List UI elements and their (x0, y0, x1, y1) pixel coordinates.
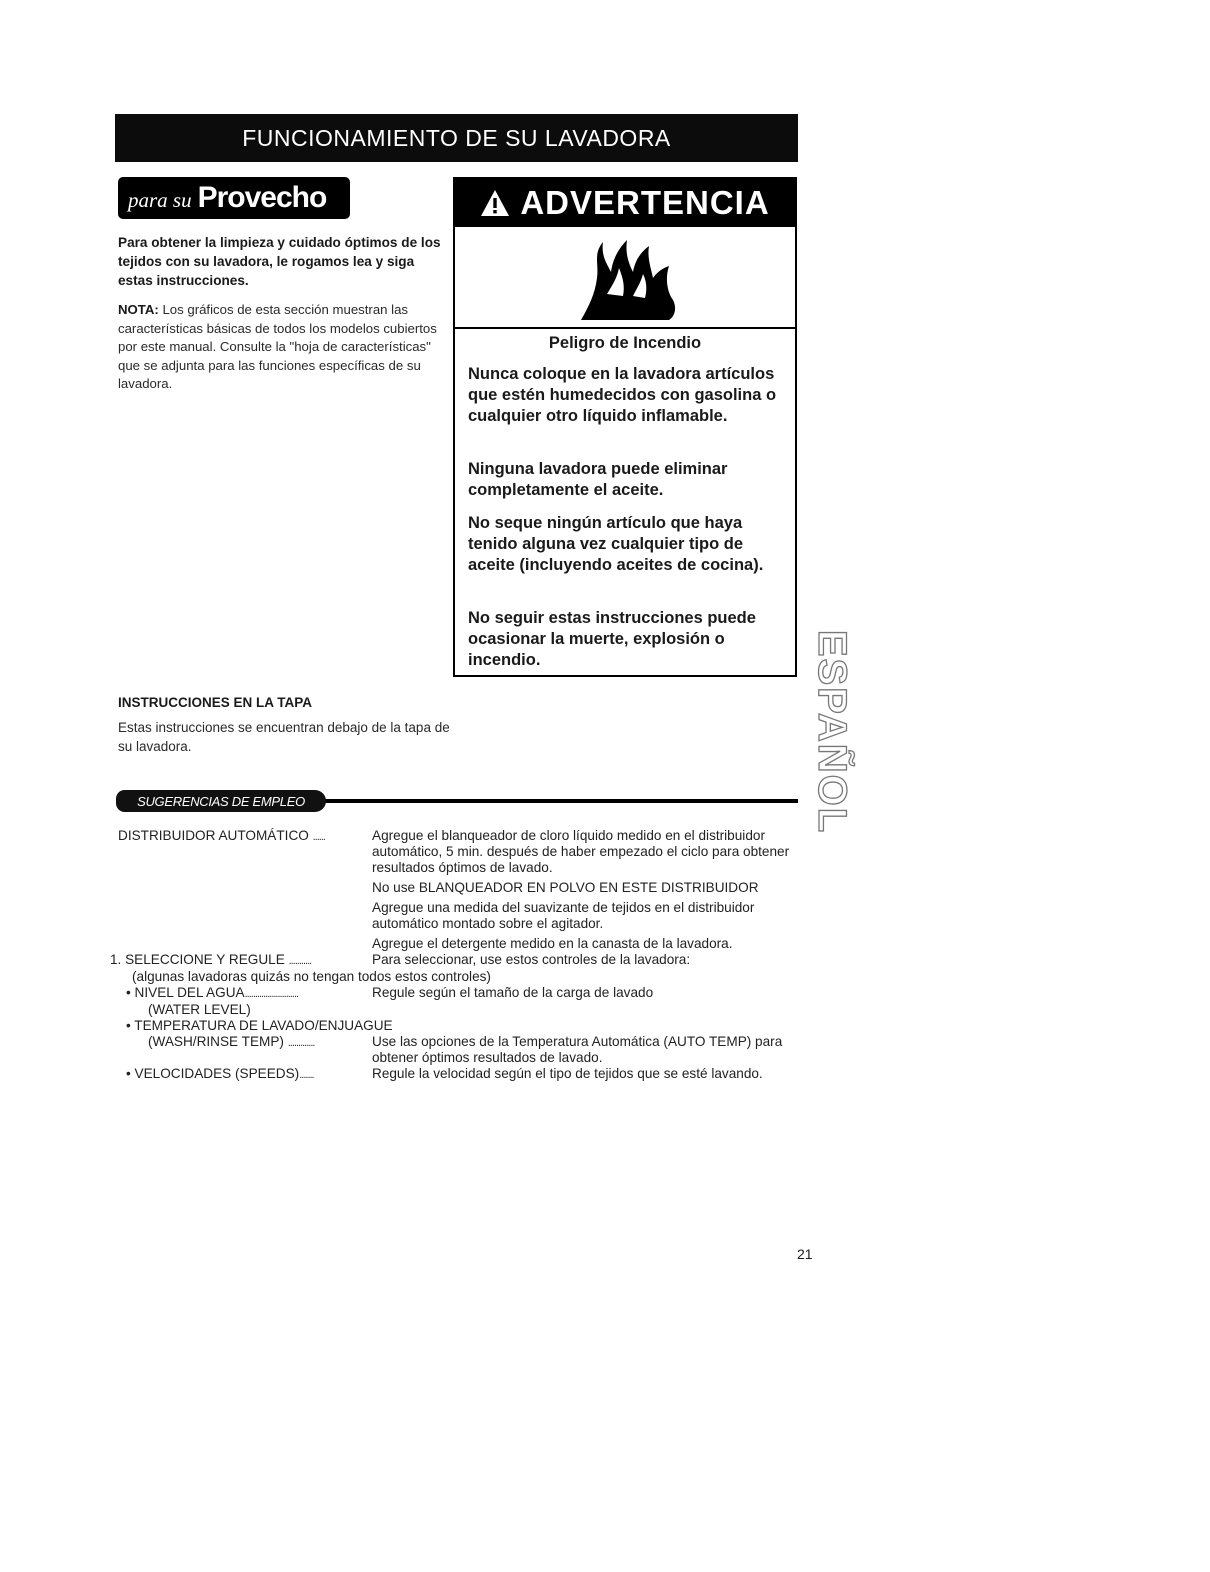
velocidades-desc: Regule la velocidad según el tipo de tejidos que se esté lavando. (372, 1066, 763, 1081)
nivel-label: • NIVEL DEL AGUA (126, 985, 245, 1000)
temperatura-leader: ............. (287, 1037, 315, 1049)
seleccione-label: 1. SELECCIONE Y REGULE (110, 952, 285, 967)
distribuidor-leader: ...... (312, 831, 325, 843)
nota-paragraph (118, 301, 443, 394)
seleccione-leader: ........... (288, 955, 312, 967)
warning-triangle-icon (480, 189, 510, 217)
distribuidor-item: Agregue el blanqueador de cloro líquido medido en el distribuidor automático, 5 min. después de haber empezado el ciclo para obtener resultados óptimos de lavado. (372, 828, 790, 875)
usage-row-temperatura (118, 1034, 798, 1066)
nota-text: Los gráficos de esta sección muestran las características básicas de todos los modelos cubiertos por este manual. Consulte la "hoja de características" que se adjunta para las funciones específicas de su lavadora. (118, 302, 437, 391)
temperatura-desc: Use las opciones de la Temperatura Automática (AUTO TEMP) para obtener óptimos resultados de lavado. (372, 1034, 783, 1065)
page-number: 21 (797, 1246, 813, 1262)
distribuidor-item: No use BLANQUEADOR EN POLVO EN ESTE DISTRIBUIDOR (372, 880, 759, 895)
nivel-desc: Regule según el tamaño de la carga de lavado (372, 985, 654, 1000)
temperatura-sub-label: (WASH/RINSE TEMP) (148, 1034, 284, 1049)
warning-paragraph: No seguir estas instrucciones puede ocasionar la muerte, explosión o incendio. (468, 609, 756, 669)
tapa-heading: INSTRUCCIONES EN LA TAPA (118, 695, 313, 710)
warning-subtitle: Peligro de Incendio (548, 334, 702, 352)
language-side-label: ESPAÑOL (810, 629, 855, 835)
distribuidor-item: Agregue el detergente medido en la canasta de la lavadora. (372, 936, 733, 951)
velocidades-label: • VELOCIDADES (SPEEDS) (126, 1066, 300, 1081)
section-title: FUNCIONAMIENTO DE SU LAVADORA (242, 124, 671, 151)
seleccione-note: (algunas lavadoras quizás no tengan todos estos controles) (132, 969, 491, 984)
warning-title: ADVERTENCIA (520, 184, 770, 221)
warning-header (455, 179, 795, 227)
nota-label: NOTA: (118, 302, 159, 317)
language-side-tab (810, 629, 855, 835)
fire-icon (573, 234, 677, 327)
seleccione-desc: Para seleccionar, use estos controles de la lavadora: (372, 952, 691, 967)
warning-box (453, 177, 797, 677)
tapa-text: Estas instrucciones se encuentran debajo de la tapa de su lavadora. (118, 720, 450, 754)
logo-script-text: para su (128, 188, 192, 212)
distribuidor-item: Agregue una medida del suavizante de tejidos en el distribuidor automático montado sobre el agitador. (372, 900, 755, 931)
warning-paragraph: No seque ningún artículo que haya tenido alguna vez cualquier tipo de aceite (incluyendo aceites de cocina). (468, 514, 764, 574)
usage-row-velocidades (118, 1066, 798, 1083)
distribuidor-label: DISTRIBUIDOR AUTOMÁTICO (118, 828, 309, 843)
warning-paragraph: Ninguna lavadora puede eliminar completamente el aceite. (468, 460, 728, 499)
para-su-provecho-logo (118, 177, 350, 219)
section-title-bar (115, 114, 798, 162)
sugerencias-text: SUGERENCIAS DE EMPLEO (137, 793, 305, 809)
temperatura-label: • TEMPERATURA DE LAVADO/ENJUAGUE (126, 1018, 393, 1033)
sugerencias-rule (318, 799, 798, 803)
nivel-leader: .......................... (244, 988, 299, 1000)
warning-divider (455, 327, 795, 329)
usage-row-nivel (118, 985, 798, 1002)
velocidades-leader: ....... (299, 1069, 314, 1081)
usage-row-seleccione (110, 952, 798, 969)
logo-word-text: Provecho (197, 181, 327, 214)
warning-paragraph: Nunca coloque en la lavadora artículos que estén humedecidos con gasolina o cualquier otro líquido inflamable. (468, 365, 777, 425)
sugerencias-label (116, 790, 326, 812)
intro-text: Para obtener la limpieza y cuidado óptimos de los tejidos con su lavadora, le rogamos lea y siga estas instrucciones. (118, 235, 441, 288)
nivel-sub: (WATER LEVEL) (148, 1002, 251, 1017)
usage-row-distribuidor (118, 828, 798, 952)
usage-section (110, 828, 798, 1083)
